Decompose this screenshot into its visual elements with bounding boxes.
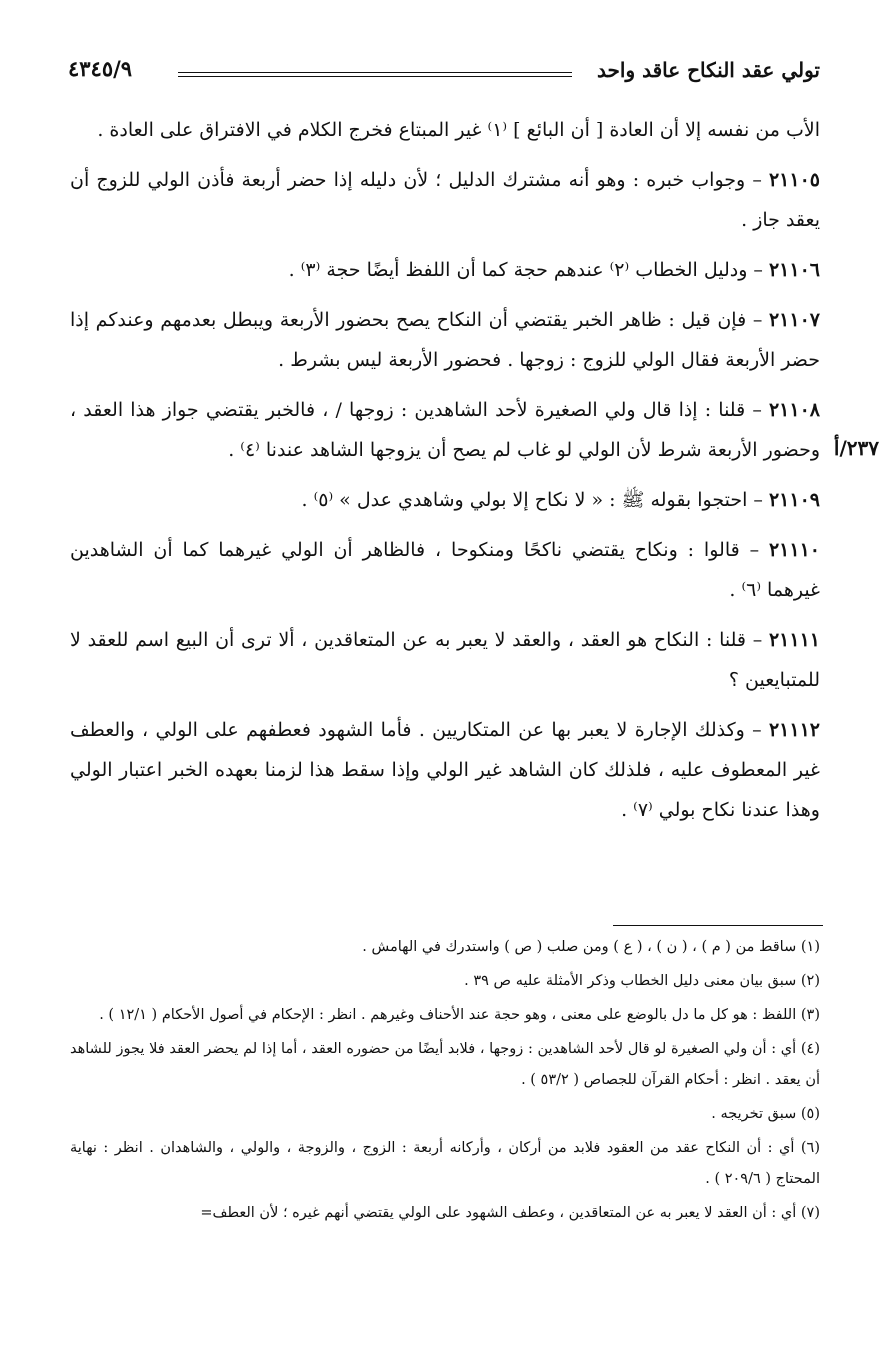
paragraph: [70, 110, 820, 150]
running-title: تولي عقد النكاح عاقد واحد: [597, 58, 820, 82]
paragraph: [70, 300, 820, 380]
paragraph-text: الأب من نفسه إلا أن العادة [ أن البائع ] ⁽١⁾ غير المبتاع فخرج الكلام في الافتراق على العادة .: [97, 119, 820, 141]
paragraph: [70, 480, 820, 520]
paragraph-number: ٢١١١٢: [768, 719, 820, 741]
paragraph: [70, 710, 820, 830]
footnote: (٣) اللفظ : هو كل ما دل بالوضع على معنى ، وهو حجة عند الأحناف وغيرهم . انظر : الإحكام في أصول الأحكام ( ١٢/١ ) .: [99, 1007, 820, 1023]
main-text: [70, 110, 820, 840]
footnote: (٥) سبق تخريجه .: [711, 1106, 820, 1122]
paragraph: [70, 390, 820, 470]
footnote: (٧) أي : أن العقد لا يعبر به عن المتعاقدين ، وعطف الشهود على الولي يقتضي أنهم غيره ؛ لأن العطف=: [200, 1205, 820, 1221]
paragraph-number: ٢١١٠٦: [768, 259, 820, 281]
paragraph-text: – فإن قيل : ظاهر الخبر يقتضي أن النكاح يصح بحضور الأربعة ويبطل بعدمهم وعندكم إذا حضر الأربعة فقال الولي للزوج : زوجها . فحضور الأربعة ليس بشرط .: [70, 309, 820, 371]
footnote: (٤) أي : أن ولي الصغيرة لو قال لأحد الشاهدين : زوجها ، فلابد أيضًا من حضوره العقد ، أما إذا لم يحضر العقد فلا يجوز للشاهد أن يعقد . انظر : أحكام القرآن للجصاص ( ٥٣/٢ ) .: [70, 1041, 820, 1088]
paragraph-number: ٢١١٠٩: [768, 489, 820, 511]
paragraph-number: ٢١١٠٥: [768, 169, 820, 191]
paragraph: [70, 250, 820, 290]
footnotes: [70, 932, 820, 1232]
paragraph-text: – قالوا : ونكاح يقتضي ناكحًا ومنكوحا ، فالظاهر أن الولي غيرهما كما أن الشاهدين غيرهما ⁽٦⁾ .: [70, 539, 820, 601]
page-reference: ٤٣٤٥/٩: [68, 56, 133, 81]
paragraph-text: – وجواب خبره : وهو أنه مشترك الدليل ؛ لأن دليله إذا حضر أربعة فأذن الولي للزوج أن يعقد جاز .: [70, 169, 820, 231]
page-header: [68, 52, 820, 92]
footnote: (٢) سبق بيان معنى دليل الخطاب وذكر الأمثلة عليه ص ٣٩ .: [464, 973, 820, 989]
paragraph: [70, 160, 820, 240]
paragraph-number: ٢١١٠٨: [768, 399, 820, 421]
paragraph-text: – وكذلك الإجارة لا يعبر بها عن المتكاريين . فأما الشهود فعطفهم على الولي ، والعطف غير المعطوف عليه ، فلذلك كان الشاهد غير الولي وإذا سقط هذا لزمنا بعهده الخبر اعتبار الولي وهذا عندنا نكاح بولي ⁽٧⁾ .: [70, 719, 820, 821]
paragraph-text: – ودليل الخطاب ⁽٢⁾ عندهم حجة كما أن اللفظ أيضًا حجة ⁽٣⁾ .: [288, 259, 769, 281]
footnote: (٦) أي : أن النكاح عقد من العقود فلابد من أركان ، وأركانه أربعة : الزوج ، والزوجة ، والولي ، والشاهدان . انظر : نهاية المحتاج ( ٢٠٩/٦ ) .: [70, 1140, 820, 1187]
margin-folio-note: ٢٣٧/أ: [833, 436, 879, 460]
paragraph-text: – قلنا : النكاح هو العقد ، والعقد لا يعبر به عن المتعاقدين ، ألا ترى أن البيع اسم للعقد لا للمتبايعين ؟: [70, 629, 820, 691]
header-rule: [178, 72, 572, 77]
paragraph-text: – قلنا : إذا قال ولي الصغيرة لأحد الشاهدين : زوجها / ، فالخبر يقتضي جواز هذا العقد ، وحضور الأربعة شرط لأن الولي لو غاب لم يصح أن يزوجها الشاهد عندنا ⁽٤⁾ .: [70, 399, 820, 461]
paragraph-number: ٢١١١٠: [768, 539, 820, 561]
paragraph: [70, 530, 820, 610]
footnote: (١) ساقط من ( م ) ، ( ن ) ، ( ع ) ومن صلب ( ص ) واستدرك في الهامش .: [362, 939, 820, 955]
paragraph-text: – احتجوا بقوله ﷺ : « لا نكاح إلا بولي وشاهدي عدل » ⁽٥⁾ .: [301, 489, 769, 511]
footnote-separator: [613, 925, 823, 926]
paragraph-number: ٢١١٠٧: [768, 309, 820, 331]
paragraph-number: ٢١١١١: [768, 629, 820, 651]
paragraph: [70, 620, 820, 700]
